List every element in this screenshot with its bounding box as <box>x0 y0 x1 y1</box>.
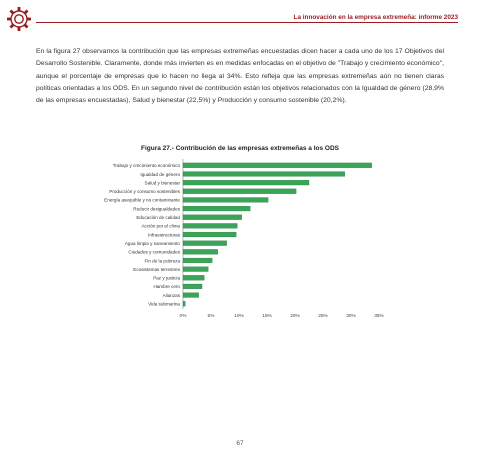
figure-caption: Figura 27.- Contribución de las empresas extremeñas a los ODS <box>141 145 339 152</box>
bar <box>183 267 208 272</box>
category-label: Igualdad de género <box>140 171 180 177</box>
bar <box>183 198 268 203</box>
x-tick-label: 30% <box>346 314 356 320</box>
bar <box>183 275 204 280</box>
category-label: Infraestructuras <box>148 232 180 238</box>
x-tick-label: 35% <box>374 314 384 320</box>
bar <box>183 180 309 185</box>
category-label: Ciudades y comunidades <box>128 249 180 255</box>
bar <box>183 172 345 177</box>
header-rule <box>36 22 458 23</box>
body-paragraph: En la figura 27 observamos la contribución que las empresas extremeñas encuestadas dicen hacer a cada uno de los 17 Objetivos del Desarrollo Sostenible. Claramente, donde más invierten es en medidas enfocadas en el objetivo de "Trabajo y crecimiento económico", aunque el porcentaje de empresas que lo hacen no llega al 34%. Esto refleja que las empresas extremeñas aún no tienen claras políticas orientadas a los ODS. En un segundo nivel de contribución están los objetivos relacionados con la Igualdad de género (28,9% de las empresas encuestadas), Salud y bienestar (22,5%) y Producción y consumo sostenible (20,2%). <box>36 48 444 105</box>
bar <box>183 293 199 298</box>
category-label: Salud y bienestar <box>144 180 180 186</box>
category-label: Ecosistemas terrestres <box>133 266 180 272</box>
bar <box>183 258 212 263</box>
ods-bar-chart <box>0 155 480 325</box>
category-label: Trabajo y crecimiento económico <box>112 163 180 169</box>
bar <box>183 284 202 289</box>
x-tick-label: 0% <box>179 314 187 320</box>
bar <box>183 232 236 237</box>
category-label: Acción por el clima <box>141 223 180 229</box>
bar <box>183 163 372 168</box>
category-label: Alianzas <box>162 292 180 298</box>
bar <box>183 206 250 211</box>
category-label: Energía asequible y no contaminante <box>104 197 180 203</box>
bar <box>183 215 242 220</box>
gear-logo-icon <box>6 6 32 32</box>
category-label: Vida submarina <box>148 301 180 307</box>
category-label: Agua limpia y saneamiento <box>124 240 180 246</box>
x-tick-label: 5% <box>207 314 215 320</box>
bar <box>183 249 218 254</box>
bar <box>183 241 227 246</box>
category-label: Hambre cero <box>153 284 180 290</box>
x-tick-label: 20% <box>290 314 300 320</box>
category-label: Fin de la pobreza <box>144 258 180 264</box>
header-title: La innovación en la empresa extremeña: informe 2023 <box>293 14 458 21</box>
category-label: Educación de calidad <box>136 215 180 221</box>
bar <box>183 223 237 228</box>
category-label: Producción y consumo sostenibles <box>109 189 180 195</box>
page-number: 67 <box>236 440 244 447</box>
x-tick-label: 25% <box>318 314 328 320</box>
category-label: Reducir desigualdades <box>133 206 180 212</box>
category-label: Paz y justicia <box>153 275 180 281</box>
x-tick-label: 15% <box>262 314 272 320</box>
bar <box>183 301 185 306</box>
bar <box>183 189 296 194</box>
x-tick-label: 10% <box>234 314 244 320</box>
